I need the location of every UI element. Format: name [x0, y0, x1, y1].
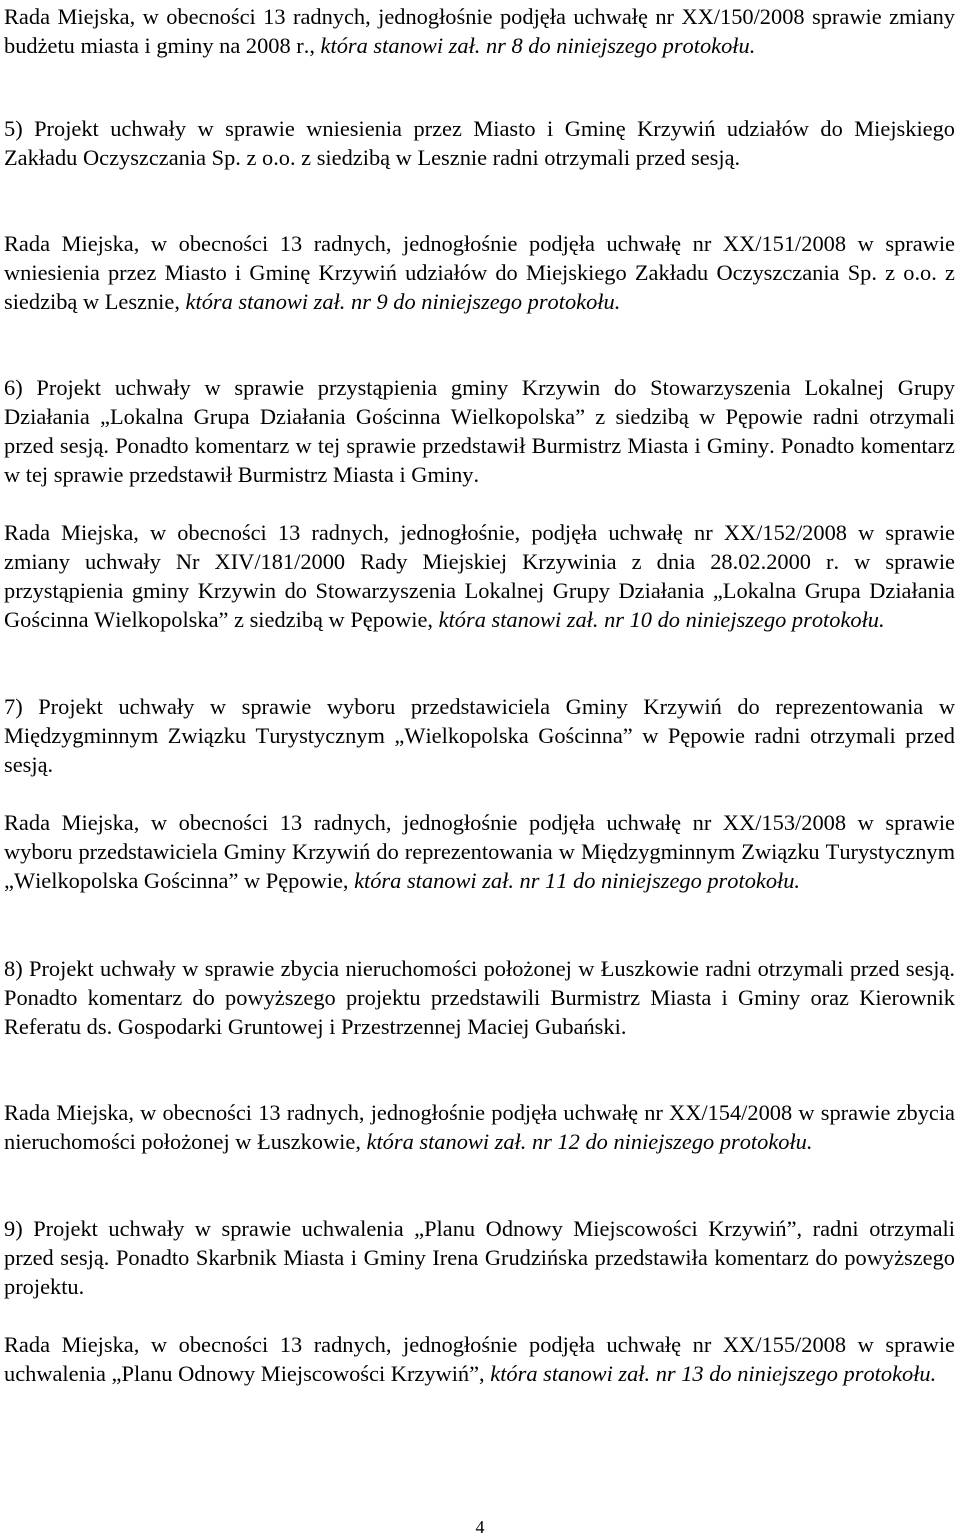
- resolution-xx-155: Rada Miejska, w obecności 13 radnych, jednogłośnie podjęła uchwałę nr XX/155/2008 w sprawie uchwalenia „Planu Odnowy Miejscowości Krzywiń”, która stanowi zał. nr 13 do niniejszego protokołu.: [4, 1332, 955, 1386]
- agenda-item-9: 9) Projekt uchwały w sprawie uchwalenia „Planu Odnowy Miejscowości Krzywiń”, radni otrzymali przed sesją. Ponadto Skarbnik Miasta i Gminy Irena Grudzińska przedstawiła komentarz do powyższego projektu.: [4, 1216, 955, 1299]
- agenda-item-6: 6) Projekt uchwały w sprawie przystąpienia gminy Krzywin do Stowarzyszenia Lokalnej Grupy Działania „Lokalna Grupa Działania Gościnna Wielkopolska” z siedzibą w Pępowie radni otrzymali przed sesją. Ponadto komentarz w tej sprawie przedstawił Burmistrz Miasta i Gminy. Ponadto komentarz w tej sprawie przedstawił Burmistrz Miasta i Gminy.: [4, 375, 955, 487]
- agenda-item-5: 5) Projekt uchwały w sprawie wniesienia przez Miasto i Gminę Krzywiń udziałów do Miejskiego Zakładu Oczyszczania Sp. z o.o. z siedzibą w Lesznie radni otrzymali przed sesją.: [4, 116, 955, 170]
- resolution-xx-150: Rada Miejska, w obecności 13 radnych, jednogłośnie podjęła uchwałę nr XX/150/2008 sprawie zmiany budżetu miasta i gminy na 2008 r., która stanowi zał. nr 8 do niniejszego protokołu.: [4, 4, 955, 58]
- resolution-xx-154: Rada Miejska, w obecności 13 radnych, jednogłośnie podjęła uchwałę nr XX/154/2008 w sprawie zbycia nieruchomości położonej w Łuszkowie, która stanowi zał. nr 12 do niniejszego protokołu.: [4, 1100, 955, 1154]
- agenda-item-8: 8) Projekt uchwały w sprawie zbycia nieruchomości położonej w Łuszkowie radni otrzymali przed sesją. Ponadto komentarz do powyższego projektu przedstawili Burmistrz Miasta i Gminy oraz Kierownik Referatu ds. Gospodarki Gruntowej i Przestrzennej Maciej Gubański.: [4, 956, 955, 1039]
- resolution-xx-153: Rada Miejska, w obecności 13 radnych, jednogłośnie podjęła uchwałę nr XX/153/2008 w sprawie wyboru przedstawiciela Gminy Krzywiń do reprezentowania w Międzygminnym Związku Turystycznym „Wielkopolska Gościnna” w Pępowie, która stanowi zał. nr 11 do niniejszego protokołu.: [4, 810, 955, 893]
- agenda-item-7: 7) Projekt uchwały w sprawie wyboru przedstawiciela Gminy Krzywiń do reprezentowania w Międzygminnym Związku Turystycznym „Wielkopolska Gościnna” w Pępowie radni otrzymali przed sesją.: [4, 694, 955, 777]
- page-number: 4: [475, 1517, 485, 1537]
- resolution-xx-151: Rada Miejska, w obecności 13 radnych, jednogłośnie podjęła uchwałę nr XX/151/2008 w sprawie wniesienia przez Miasto i Gminę Krzywiń udziałów do Miejskiego Zakładu Oczyszczania Sp. z o.o. z siedzibą w Lesznie, która stanowi zał. nr 9 do niniejszego protokołu.: [4, 231, 955, 314]
- resolution-xx-152: Rada Miejska, w obecności 13 radnych, jednogłośnie, podjęła uchwałę nr XX/152/2008 w sprawie zmiany uchwały Nr XIV/181/2000 Rady Miejskiej Krzywinia z dnia 28.02.2000 r. w sprawie przystąpienia gminy Krzywin do Stowarzyszenia Lokalnej Grupy Działania „Lokalna Grupa Działania Gościnna Wielkopolska” z siedzibą w Pępowie, która stanowi zał. nr 10 do niniejszego protokołu.: [4, 520, 955, 632]
